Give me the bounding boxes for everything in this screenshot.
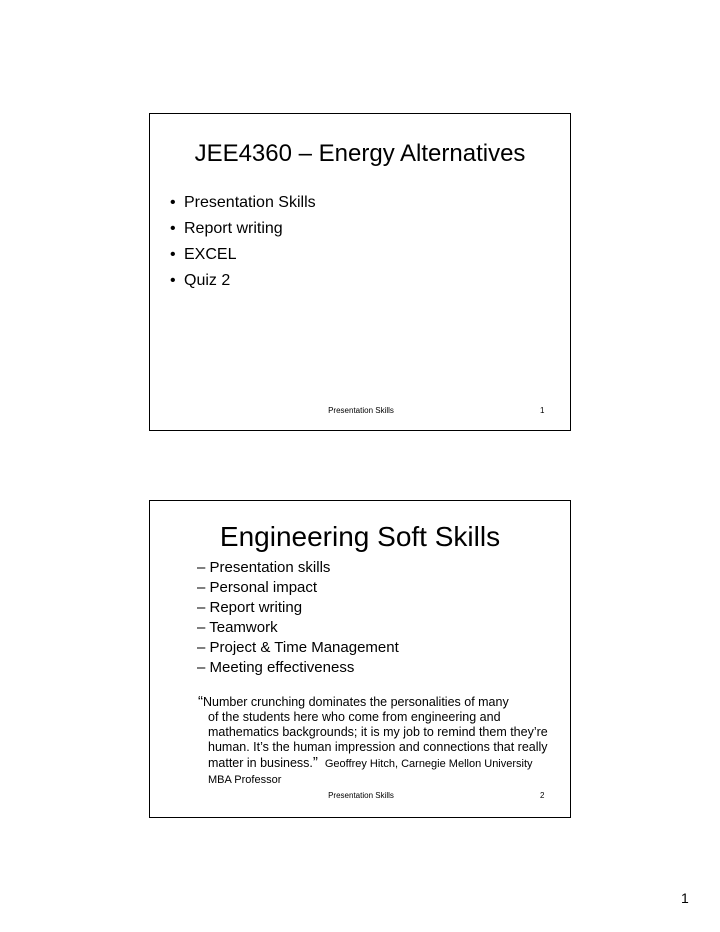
page-number: 1 (681, 890, 689, 906)
slide-2 (149, 500, 571, 818)
quote-attribution: Geoffrey Hitch, Carnegie Mellon University MBA Professor (208, 758, 533, 786)
quote-block (198, 694, 558, 788)
slide-1 (149, 113, 571, 431)
slide-number: 1 (540, 406, 545, 415)
bullet-icon: • (170, 272, 176, 289)
bullet-icon: • (170, 246, 176, 263)
quote-continuation (198, 710, 558, 788)
list-item: • Report writing (170, 218, 316, 244)
list-item: • Quiz 2 (170, 270, 316, 296)
list-item: – Project & Time Management (197, 639, 399, 656)
list-item: – Meeting effectiveness (197, 659, 355, 676)
slide-1-title: JEE4360 – Energy Alternatives (194, 140, 526, 167)
list-item: – Presentation skills (197, 559, 331, 576)
quote-first-line: Number crunching dominates the personalities of many (203, 695, 509, 709)
quote-rest: of the students here who come from engineering and mathematics backgrounds; it is my job to remind them they’re human. It’s the human impression and connections that really matter in business. (208, 710, 548, 770)
list-item: • Presentation Skills (170, 192, 316, 218)
list-item: – Personal impact (197, 579, 318, 596)
footer-text: Presentation Skills (328, 791, 394, 800)
bullet-icon: • (170, 220, 176, 237)
footer-text: Presentation Skills (328, 406, 394, 415)
slide-2-title: Engineering Soft Skills (219, 521, 501, 552)
list-item: • EXCEL (170, 244, 316, 270)
slide-number: 2 (540, 791, 545, 800)
slide-1-bullet-list (170, 192, 316, 296)
list-item: – Report writing (197, 599, 303, 616)
list-item: – Teamwork (197, 619, 278, 636)
quote-open-mark: “ (198, 693, 203, 710)
slide-2-item-list (197, 558, 399, 678)
bullet-icon: • (170, 194, 176, 211)
quote-close-mark: ” (312, 754, 318, 771)
